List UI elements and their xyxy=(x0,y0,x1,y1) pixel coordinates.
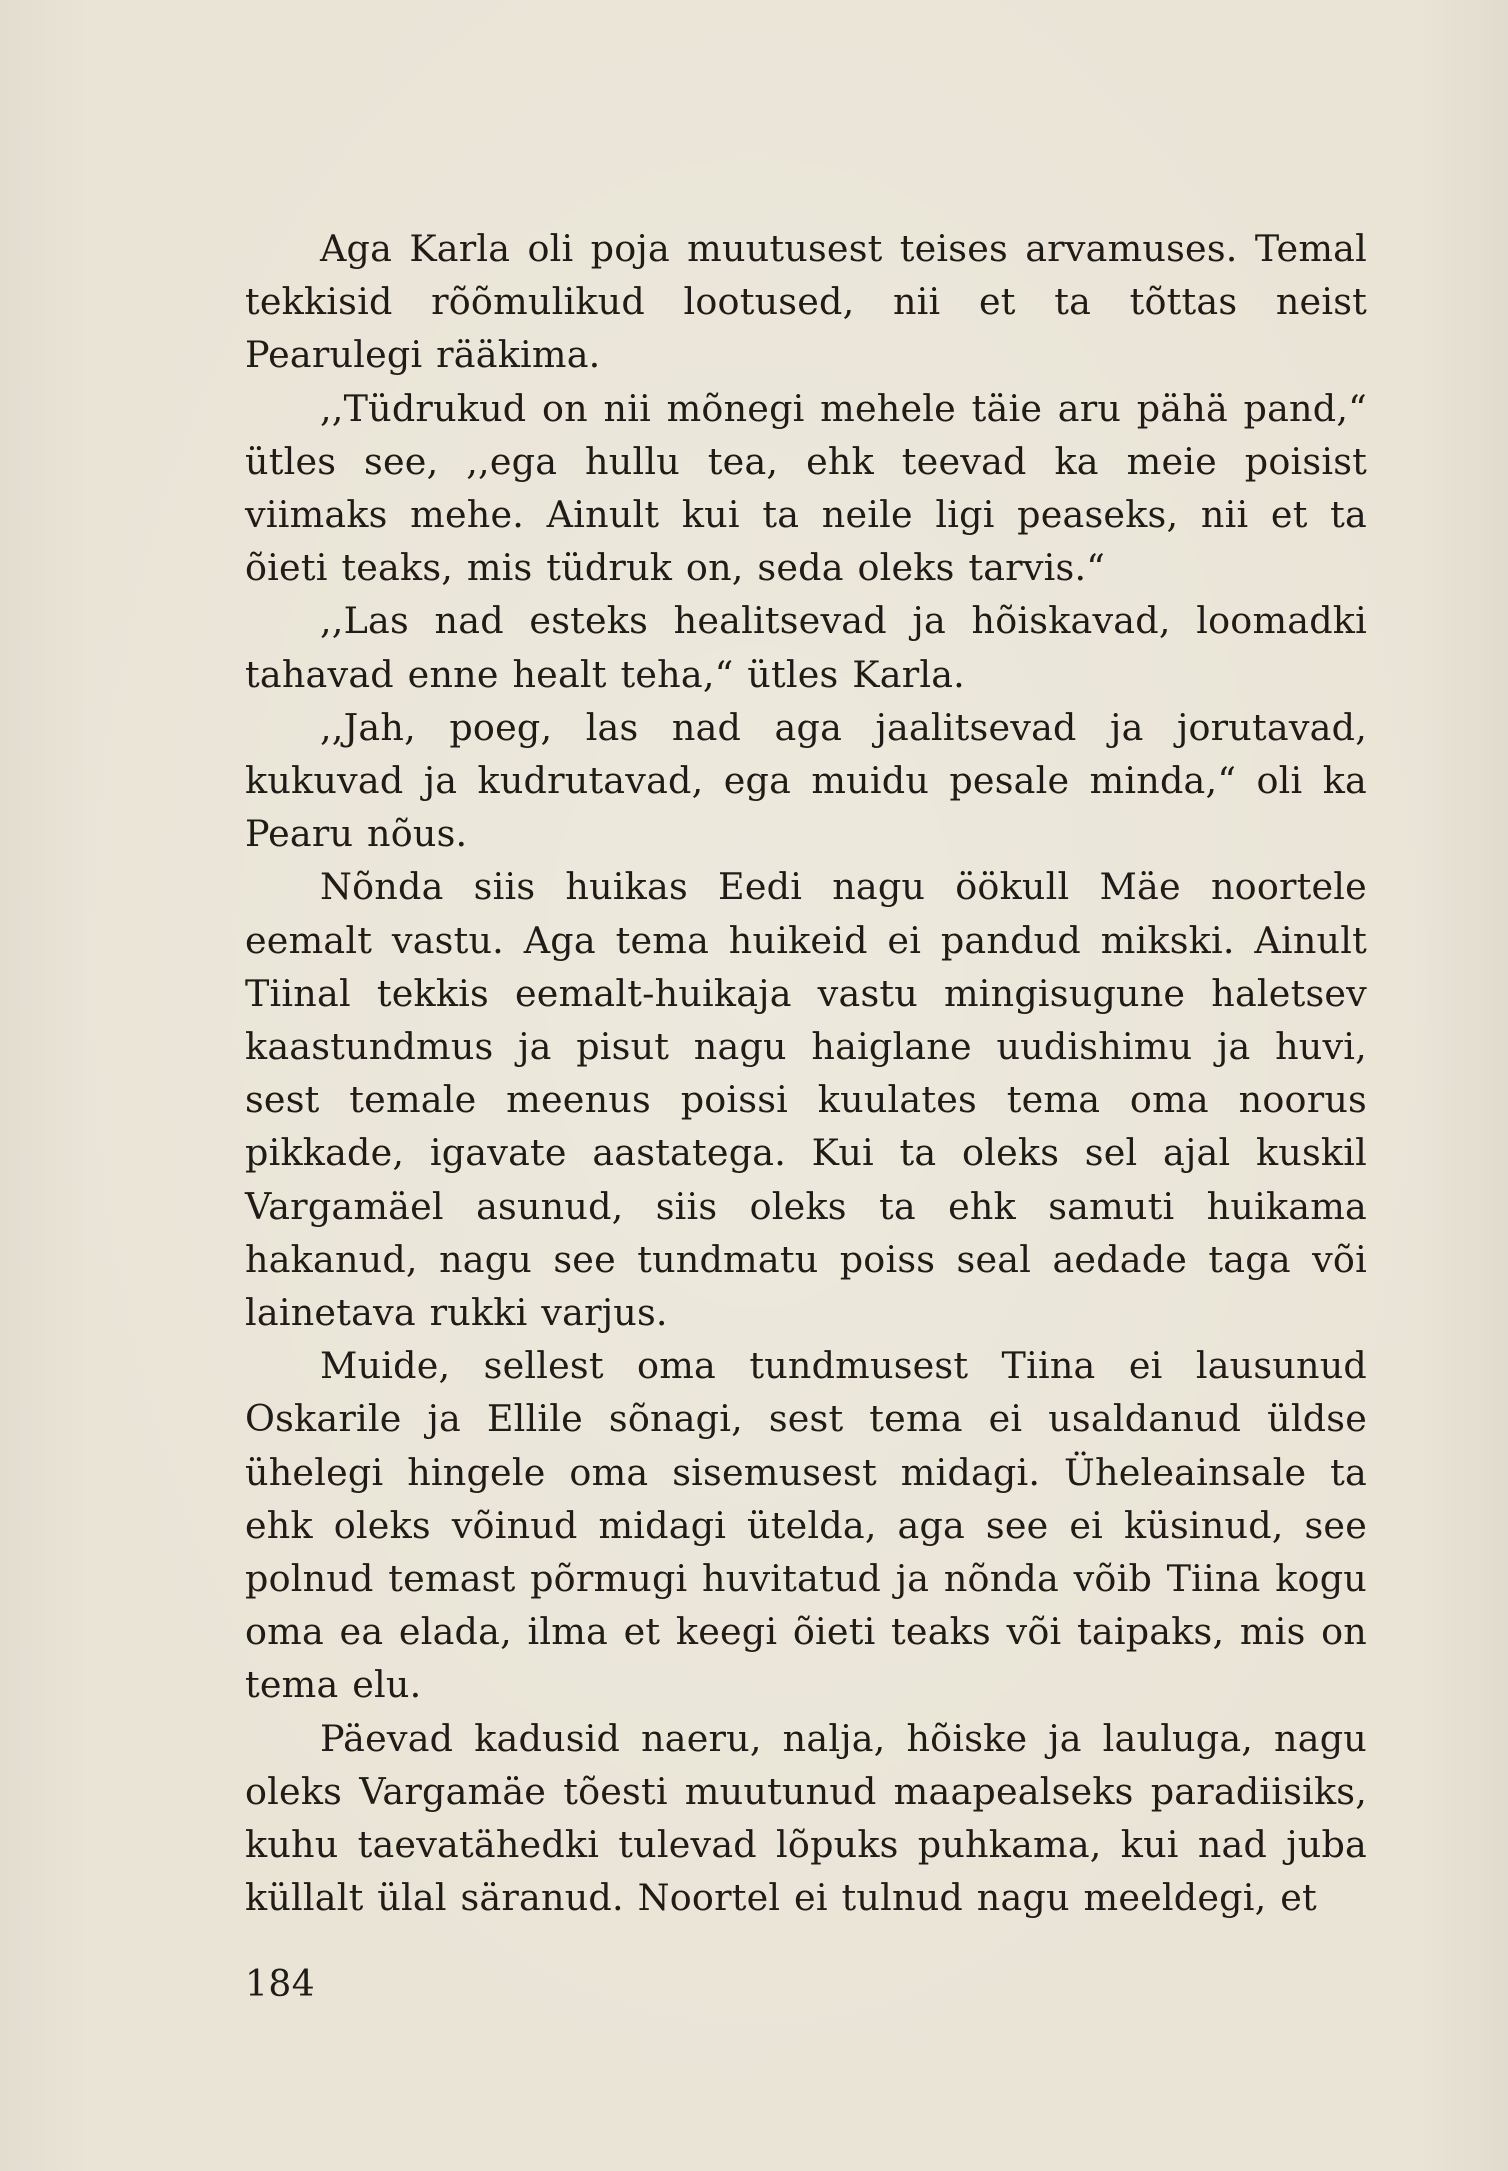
page-number: 184 xyxy=(245,1964,316,2005)
paragraph-7: Päevad kadusid naeru, nalja, hõiske ja lauluga, nagu oleks Vargamäe tõesti muutunud maapealseks paradiisiks, kuhu taevatähedki tulevad lõpuks puhkama, kui nad juba küllalt ülal säranud. Noortel ei tulnud nagu meeldegi, et xyxy=(245,1716,1367,1920)
paragraph-3: ,,Las nad esteks healitsevad ja hõiskavad, loomadki tahavad enne healt teha,“ ütles Karla. xyxy=(245,599,1367,696)
body-text xyxy=(245,222,1367,1925)
paragraph-6: Muide, sellest oma tundmusest Tiina ei lausunud Oskarile ja Ellile sõnagi, sest tema ei usaldanud üldse ühelegi hingele oma sisemusest midagi. Üheleainsale ta ehk oleks võinud midagi ütelda, aga see ei küsinud, see polnud temast põrmugi huvitatud ja nõnda võib Tiina kogu oma ea elada, ilma et keegi õieti teaks või taipaks, mis on tema elu. xyxy=(245,1344,1367,1707)
paragraph-5: Nõnda siis huikas Eedi nagu öökull Mäe noortele eemalt vastu. Aga tema huikeid ei pandud mikski. Ainult Tiinal tekkis eemalt-huikaja vastu mingisugune haletsev kaastundmus ja pisut nagu haiglane uudishimu ja huvi, sest temale meenus poissi kuulates tema oma noorus pikkade, igavate aastatega. Kui ta oleks sel ajal kuskil Vargamäel asunud, siis oleks ta ehk samuti huikama hakanud, nagu see tundmatu poiss seal aedade taga või lainetava rukki varjus. xyxy=(245,865,1367,1335)
paragraph-4: ,,Jah, poeg, las nad aga jaalitsevad ja jorutavad, kukuvad ja kudrutavad, ega muidu pesale minda,“ oli ka Pearu nõus. xyxy=(245,705,1367,856)
paragraph-1: Aga Karla oli poja muutusest teises arvamuses. Temal tekkisid rõõmulikud lootused, nii et ta tõttas neist Pearulegi rääkima. xyxy=(245,227,1367,377)
paragraph-2: ,,Tüdrukud on nii mõnegi mehele täie aru pähä pand,“ ütles see, ,,ega hullu tea, ehk teevad ka meie poisist viimaks mehe. Ainult kui ta neile ligi peaseks, nii et ta õieti teaks, mis tüdruk on, seda oleks tarvis.“ xyxy=(245,386,1367,590)
